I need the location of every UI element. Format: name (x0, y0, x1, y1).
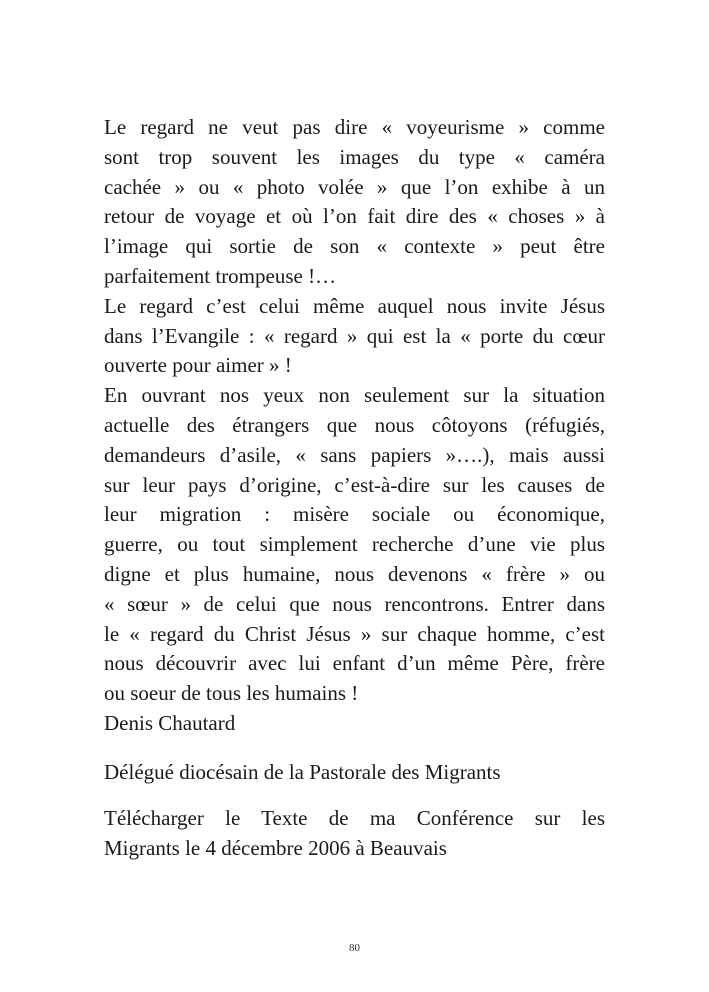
text-line: guerre, ou tout simplement recherche d’une vie plus (104, 532, 605, 557)
text-line: ouverte pour aimer » ! (104, 353, 292, 378)
text-line: Le regard ne veut pas dire « voyeurisme » comme (104, 115, 605, 139)
paragraph-regard-jesus (104, 292, 605, 381)
text-line: parfaitement trompeuse !… (104, 263, 337, 288)
text-line: sur leur pays d’origine, c’est-à-dire sur les causes de (104, 472, 605, 497)
text-line: digne et plus humaine, nous devenons « frère » ou (104, 561, 605, 586)
text-line: « sœur » de celui que nous rencontrons. Entrer dans (104, 591, 605, 616)
text-line: leur migration : misère sociale ou économique, (104, 502, 605, 527)
text-line: retour de voyage et où l’on fait dire des « choses » à (104, 204, 605, 229)
text-line: En ouvrant nos yeux non seulement sur la situation (104, 383, 605, 408)
text-line: demandeurs d’asile, « sans papiers »….), mais aussi (104, 442, 605, 467)
paragraph-regard-voyeurisme (104, 113, 605, 292)
main-text-block (104, 113, 605, 739)
text-line: l’image qui sortie de son « contexte » peut être (104, 234, 605, 259)
signature-block (104, 758, 605, 788)
text-line: actuelle des étrangers que nous côtoyons (réfugiés, (104, 412, 605, 437)
author-name: Denis Chautard (104, 710, 236, 735)
text-line: cachée » ou « photo volée » que l’on exhibe à un (104, 174, 605, 199)
page-number: 80 (349, 942, 360, 954)
text-line: le « regard du Christ Jésus » sur chaque homme, c’est (104, 621, 605, 646)
download-line-1[interactable]: Télécharger le Texte de ma Conférence sur les (104, 806, 605, 830)
paragraph-ouvrant-yeux (104, 381, 605, 709)
text-line: sont trop souvent les images du type « caméra (104, 144, 605, 169)
signature-title: Délégué diocésain de la Pastorale des Migrants (104, 760, 501, 784)
text-line: ou soeur de tous les humains ! (104, 681, 359, 706)
download-line-2[interactable]: Migrants le 4 décembre 2006 à Beauvais (104, 835, 447, 860)
download-conference-link[interactable] (104, 804, 605, 864)
text-line: nous découvrir avec lui enfant d’un même Père, frère (104, 651, 605, 676)
text-line: Le regard c’est celui même auquel nous invite Jésus (104, 293, 605, 318)
text-line: dans l’Evangile : « regard » qui est la « porte du cœur (104, 323, 605, 348)
